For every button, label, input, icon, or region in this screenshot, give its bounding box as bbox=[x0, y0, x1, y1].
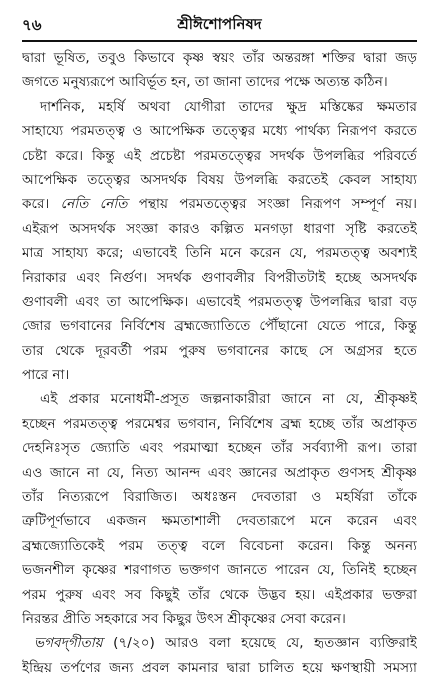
text-line bbox=[22, 558, 417, 582]
emphasis-text: নেতি নেতি bbox=[60, 196, 128, 213]
text-line bbox=[22, 436, 417, 460]
line-text: পন্থায় পরমতত্ত্বের সংজ্ঞা নিরূপণ সম্পূর্ণ নয়। bbox=[127, 196, 417, 213]
text-line bbox=[22, 217, 417, 241]
text-line bbox=[22, 95, 417, 119]
line-text: তার থেকে দূরবর্তী পরম পুরুষ ভগবানের কাছে সে অগ্রসর হতে bbox=[22, 342, 417, 359]
line-text: নিরন্তর প্রীতি সহকারে সব কিছুর উৎস শ্রীকৃষ্ণের সেবা করেন। bbox=[22, 610, 346, 627]
text-line bbox=[22, 583, 417, 607]
text-line bbox=[22, 339, 417, 363]
line-text: এইরূপ অসদর্থক সংজ্ঞা কারও কল্পিত মনগড়া ধারণা সৃষ্টি করতেই bbox=[22, 220, 417, 237]
emphasis-text: ভগবদ্‌গীতায় bbox=[34, 635, 103, 652]
line-text: দ্বারা ভূষিত, তবুও কিভাবে কৃষ্ণ স্বয়ং তাঁর অন্তরঙ্গা শক্তির দ্বারা জড় bbox=[22, 50, 417, 66]
text-line bbox=[22, 631, 417, 655]
text-line bbox=[22, 461, 417, 485]
line-text: মাত্র সাহায্য করে; এভাবেই তিনি মনে করেন যে, পরমতত্ত্ব অবশ্যই bbox=[22, 245, 417, 262]
body-text bbox=[22, 46, 417, 680]
text-line bbox=[22, 412, 417, 436]
text-line bbox=[22, 509, 417, 533]
line-text: দেহনিঃসৃত জ্যোতি এবং পরমাত্মা হচ্ছেন তাঁর সর্বব্যাপী রূপ। তারা bbox=[22, 440, 417, 457]
line-text: (৭/২০) আরও বলা হয়েছে যে, হৃতজ্ঞান ব্যক্তিরাই bbox=[102, 635, 417, 652]
line-text: এই প্রকার মনোধর্মী-প্রসূত জল্পনাকারীরা জানে না যে, শ্রীকৃষ্ণই bbox=[40, 391, 417, 408]
line-text: চেষ্টা করে। কিন্তু এই প্রচেষ্টা পরমতত্ত্বের সদর্থক উপলব্ধির পরিবর্তে bbox=[22, 147, 417, 164]
line-text: সাহায্যে পরমতত্ত্ব ও আপেক্ষিক তত্ত্বের মধ্যে পার্থক্য নিরূপণ করতে bbox=[22, 123, 417, 140]
page-header bbox=[22, 10, 417, 38]
text-line bbox=[22, 656, 417, 680]
text-line bbox=[22, 119, 417, 143]
running-title: শ্রীঈশোপনিষদ bbox=[177, 15, 262, 33]
line-text: ইন্দ্রিয় তর্পণের জন্য প্রবল কামনার দ্বারা চালিত হয়ে ক্ষণস্থায়ী সমস্যা bbox=[22, 659, 417, 676]
text-line bbox=[22, 387, 417, 411]
line-text: ব্রহ্মজ্যোতিকেই পরম তত্ত্ব বলে বিবেচনা করেন। কিন্তু অনন্য bbox=[22, 537, 417, 554]
line-text: হচ্ছেন পরমতত্ত্ব পরমেশ্বর ভগবান, নির্বিশেষ ব্রহ্ম হচ্ছে তাঁর অপ্রাকৃত bbox=[22, 415, 417, 432]
text-line bbox=[22, 485, 417, 509]
text-line bbox=[22, 607, 417, 631]
line-text: দার্শনিক, মহর্ষি অথবা যোগীরা তাদের ক্ষুদ্র মস্তিষ্কের ক্ষমতার bbox=[40, 98, 417, 115]
text-line bbox=[22, 314, 417, 338]
text-line bbox=[22, 363, 417, 387]
header-rule bbox=[22, 40, 417, 42]
text-line bbox=[22, 241, 417, 265]
text-line bbox=[22, 290, 417, 314]
line-text: ত্রুটিপূর্ণভাবে একজন ক্ষমতাশালী দেবতারূপে মনে করেন এবং bbox=[22, 513, 417, 530]
text-line bbox=[22, 46, 417, 70]
text-line bbox=[22, 144, 417, 168]
line-text: জগতে মনুষ্যরূপে আবির্ভূত হন, তা জানা তাদের পক্ষে অত্যন্ত কঠিন। bbox=[22, 74, 388, 91]
line-text: পরম পুরুষ এবং সব কিছুই তাঁর থেকে উদ্ভব হয়। এইপ্রকার ভক্তরা bbox=[22, 586, 417, 603]
line-text: এও জানে না যে, নিত্য আনন্দ এবং জ্ঞানের অপ্রাকৃত গুণসহ শ্রীকৃষ্ণ bbox=[22, 464, 417, 481]
page-number: ৭৬ bbox=[22, 16, 42, 34]
line-text: নিরাকার এবং নির্গুণ। সদর্থক গুণাবলীর বিপরীতটাই হচ্ছে অসদর্থক bbox=[22, 269, 417, 286]
text-line bbox=[22, 192, 417, 216]
text-line bbox=[22, 70, 417, 94]
text-line bbox=[22, 168, 417, 192]
line-text: জোর ভগবানের নির্বিশেষ ব্রহ্মজ্যোতিতে পৌঁছানো যেতে পারে, কিন্তু bbox=[22, 318, 417, 335]
line-text: গুণাবলী এবং তা আপেক্ষিক। এভাবেই পরমতত্ত্ব উপলব্ধির দ্বারা বড় bbox=[22, 293, 417, 310]
text-line bbox=[22, 534, 417, 558]
line-text: ভজনশীল কৃষ্ণের শরণাগত ভক্তগণ জানতে পারেন যে, তিনিই হচ্ছেন bbox=[22, 562, 417, 579]
text-line bbox=[22, 266, 417, 290]
line-text: করে। bbox=[22, 196, 61, 213]
line-text: পারে না। bbox=[22, 367, 70, 384]
line-text: আপেক্ষিক তত্ত্বের অসদর্থক বিষয় উপলব্ধি করতেই কেবল সাহায্য bbox=[22, 171, 417, 188]
line-text: তাঁর নিত্যরূপে বিরাজিত। অধঃস্তন দেবতারা ও মহর্ষিরা তাঁকে bbox=[22, 489, 417, 506]
